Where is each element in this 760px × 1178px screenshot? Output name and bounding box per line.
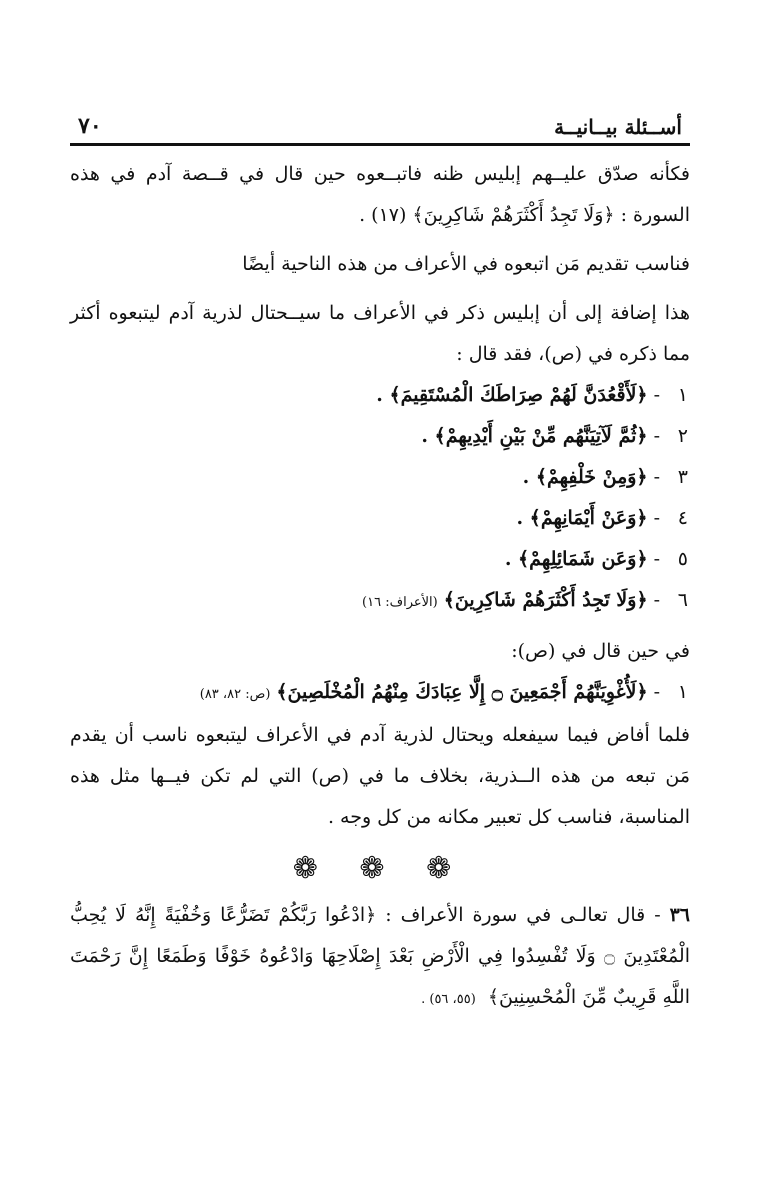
araf-list (70, 375, 690, 623)
question-number: ٣٦ (669, 904, 691, 926)
question-text: قال تعالـى في سورة الأعراف : ﴿ادْعُوا رَبَّكُمْ تَضَرُّعًا وَخُفْيَةً إِنَّهُ لَا يُحِبُّ الْمُعْتَدِينَ ۝ وَلَا تُفْسِدُوا فِي الْأَرْضِ بَعْدَ إِصْلَاحِهَا وَادْعُوهُ خَوْفًا وَطَمَعًا إِنَّ رَحْمَتَ اللَّهِ قَرِيبٌ مِّنَ الْمُحْسِنِينَ﴾ (70, 904, 690, 1008)
list-item: ٤ - ﴿وَعَنْ أَيْمَانِهِمْ﴾ . (70, 498, 690, 539)
verse-text: ﴿ثُمَّ لَآتِيَنَّهُم مِّنْ بَيْنِ أَيْدِيهِمْ﴾ . (421, 425, 648, 447)
list-item: ٥ - ﴿وَعَن شَمَائِلِهِمْ﴾ . (70, 539, 690, 580)
list-item: ٦ - ﴿وَلَا تَجِدُ أَكْثَرَهُمْ شَاكِرِينَ﴾ (الأعراف: ١٦) (70, 580, 690, 623)
item-number: ٣ (677, 466, 688, 488)
page-header (70, 110, 690, 146)
paragraph-2: فناسب تقديم مَن اتبعوه في الأعراف من هذه الناحية أيضًا (242, 253, 690, 275)
verse-text: ﴿وَمِنْ خَلْفِهِمْ﴾ . (522, 466, 648, 488)
item-number: ٤ (677, 507, 688, 529)
item-number: ٥ (677, 548, 688, 570)
paragraph-1: فكأنه صدّق عليــهم إبليس ظنه فاتبــعوه حين قال في قــصة آدم في هذه السورة : ﴿وَلَا تَجِدُ أَكْثَرَهُمْ شَاكِرِينَ﴾ (١٧) . (70, 163, 690, 226)
item-number: ١ (677, 384, 688, 406)
running-title: أســئلة بيــانيــة (554, 115, 682, 139)
verse-reference: (٥٥، ٥٦) . (421, 992, 476, 1007)
body-text (70, 154, 690, 1020)
verse-reference: (ص: ٨٢، ٨٣) (199, 687, 271, 702)
item-number: ١ (677, 681, 688, 703)
list-item: ١ - ﴿لَأُغْوِيَنَّهُمْ أَجْمَعِينَ ۝ إِلَّا عِبَادَكَ مِنْهُمُ الْمُخْلَصِينَ﴾ (ص: ٨٢، ٨٣) (70, 672, 690, 715)
verse-text: ﴿لَأَقْعُدَنَّ لَهُمْ صِرَاطَكَ الْمُسْتَقِيمَ﴾ . (376, 384, 648, 406)
verse-text: ﴿لَأُغْوِيَنَّهُمْ أَجْمَعِينَ ۝ إِلَّا عِبَادَكَ مِنْهُمُ الْمُخْلَصِينَ﴾ (276, 681, 648, 703)
flower-ornaments-icon: ❁ ❁ ❁ (292, 851, 468, 886)
conclusion-paragraph: فلما أفاض فيما سيفعله ويحتال لذرية آدم في الأعراف ليتبعوه ناسب أن يقدم مَن تبعه من هذه الــذرية، بخلاف ما في (ص) التي لم تكن فيــها مثل هذه المناسبة، فناسب كل تعبير مكانه من كل وجه . (70, 724, 690, 828)
list-item: ٢ - ﴿ثُمَّ لَآتِيَنَّهُم مِّنْ بَيْنِ أَيْدِيهِمْ﴾ . (70, 416, 690, 457)
question-paragraph: ٣٦ - قال تعالـى في سورة الأعراف : ﴿ادْعُوا رَبَّكُمْ تَضَرُّعًا وَخُفْيَةً إِنَّهُ لَا يُحِبُّ الْمُعْتَدِينَ ۝ وَلَا تُفْسِدُوا فِي الْأَرْضِ بَعْدَ إِصْلَاحِهَا وَادْعُوهُ خَوْفًا وَطَمَعًا إِنَّ رَحْمَتَ اللَّهِ قَرِيبٌ مِّنَ الْمُحْسِنِينَ﴾ (٥٥، ٥٦) . (70, 904, 691, 1008)
verse-text: ﴿وَلَا تَجِدُ أَكْثَرَهُمْ شَاكِرِينَ﴾ (443, 589, 648, 611)
sad-intro: في حين قال في (ص): (511, 640, 690, 662)
list-item: ٣ - ﴿وَمِنْ خَلْفِهِمْ﴾ . (70, 457, 690, 498)
list-item: ١ - ﴿لَأَقْعُدَنَّ لَهُمْ صِرَاطَكَ الْمُسْتَقِيمَ﴾ . (70, 375, 690, 416)
page-number: ٧٠ (78, 113, 102, 139)
book-page (70, 110, 690, 1110)
item-number: ٦ (677, 589, 688, 611)
verse-text: ﴿وَعَن شَمَائِلِهِمْ﴾ . (504, 548, 648, 570)
verse-reference: (الأعراف: ١٦) (362, 595, 438, 610)
item-number: ٢ (677, 425, 688, 447)
paragraph-3: هذا إضافة إلى أن إبليس ذكر في الأعراف ما سيــحتال لذرية آدم ليتبعوه أكثر مما ذكره في (ص)، فقد قال : (70, 302, 690, 365)
verse-text: ﴿وَعَنْ أَيْمَانِهِمْ﴾ . (516, 507, 648, 529)
